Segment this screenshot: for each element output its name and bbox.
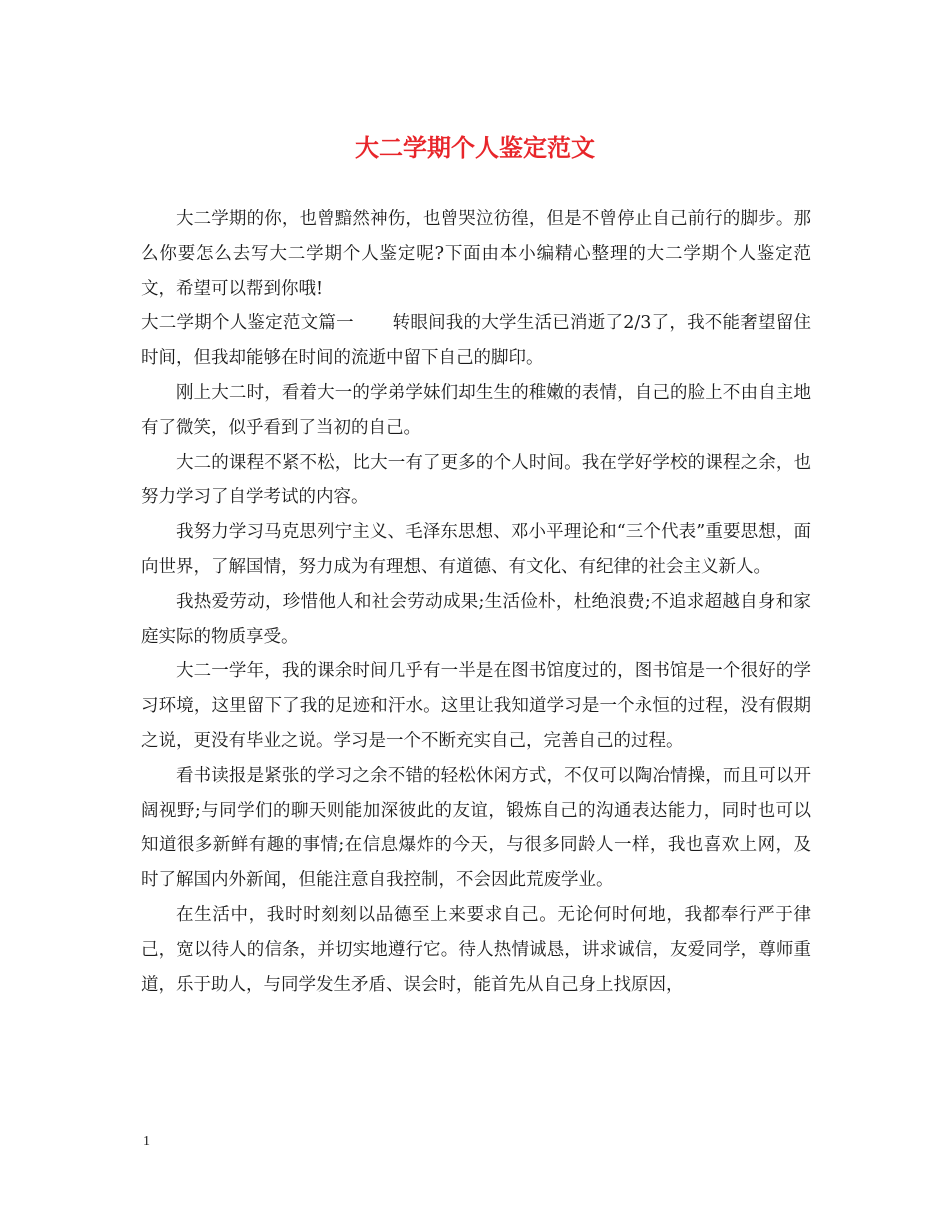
body-paragraph: 我努力学习马克思列宁主义、毛泽东思想、邓小平理论和“三个代表”重要思想，面向世界，了解国情，努力成为有理想、有道德、有文化、有纪律的社会主义新人。 <box>141 522 811 577</box>
document-title: 大二学期个人鉴定范文 <box>355 133 595 162</box>
document-body <box>141 202 811 1002</box>
body-paragraph: 在生活中，我时时刻刻以品德至上来要求自己。无论何时何地，我都奉行严于律己，宽以待人的信条，并切实地遵行它。待人热情诚恳，讲求诚信，友爱同学，尊师重道，乐于助人，与同学发生矛盾、误会时，能首先从自己身上找原因， <box>141 904 811 995</box>
body-paragraph: 我热爱劳动，珍惜他人和社会劳动成果;生活俭朴，杜绝浪费;不追求超越自身和家庭实际的物质享受。 <box>141 591 811 647</box>
body-paragraph: 大二的课程不紧不松，比大一有了更多的个人时间。我在学好学校的课程之余，也努力学习了自学考试的内容。 <box>141 452 811 508</box>
section-first-paragraph <box>141 306 811 376</box>
body-paragraph: 刚上大二时，看着大一的学弟学妹们却生生的稚嫩的表情，自己的脸上不由自主地有了微笑，似乎看到了当初的自己。 <box>141 382 811 438</box>
page-number: 1 <box>143 1134 150 1149</box>
body-paragraph: 看书读报是紧张的学习之余不错的轻松休闲方式，不仅可以陶冶情操，而且可以开阔视野;与同学们的聊天则能加深彼此的友谊，锻炼自己的沟通表达能力，同时也可以知道很多新鲜有趣的事情;在信息爆炸的今天，与很多同龄人一样，我也喜欢上网，及时了解国内外新闻，但能注意自我控制，不会因此荒废学业。 <box>141 765 811 891</box>
intro-paragraph: 大二学期的你，也曾黯然神伤，也曾哭泣彷徨，但是不曾停止自己前行的脚步。那么你要怎么去写大二学期个人鉴定呢?下面由本小编精心整理的大二学期个人鉴定范文，希望可以帮到你哦! <box>141 209 811 299</box>
section-heading: 大二学期个人鉴定范文篇一 <box>141 313 354 334</box>
body-paragraph: 大二一学年，我的课余时间几乎有一半是在图书馆度过的，图书馆是一个很好的学习环境，这里留下了我的足迹和汗水。这里让我知道学习是一个永恒的过程，没有假期之说，更没有毕业之说。学习是一个不断充实自己，完善自己的过程。 <box>141 661 811 751</box>
section-first-text: 转眼间我的大学生活已消逝了2/3了，我不能奢望留住时间，但我却能够在时间的流逝中留下自己的脚印。 <box>141 313 811 369</box>
